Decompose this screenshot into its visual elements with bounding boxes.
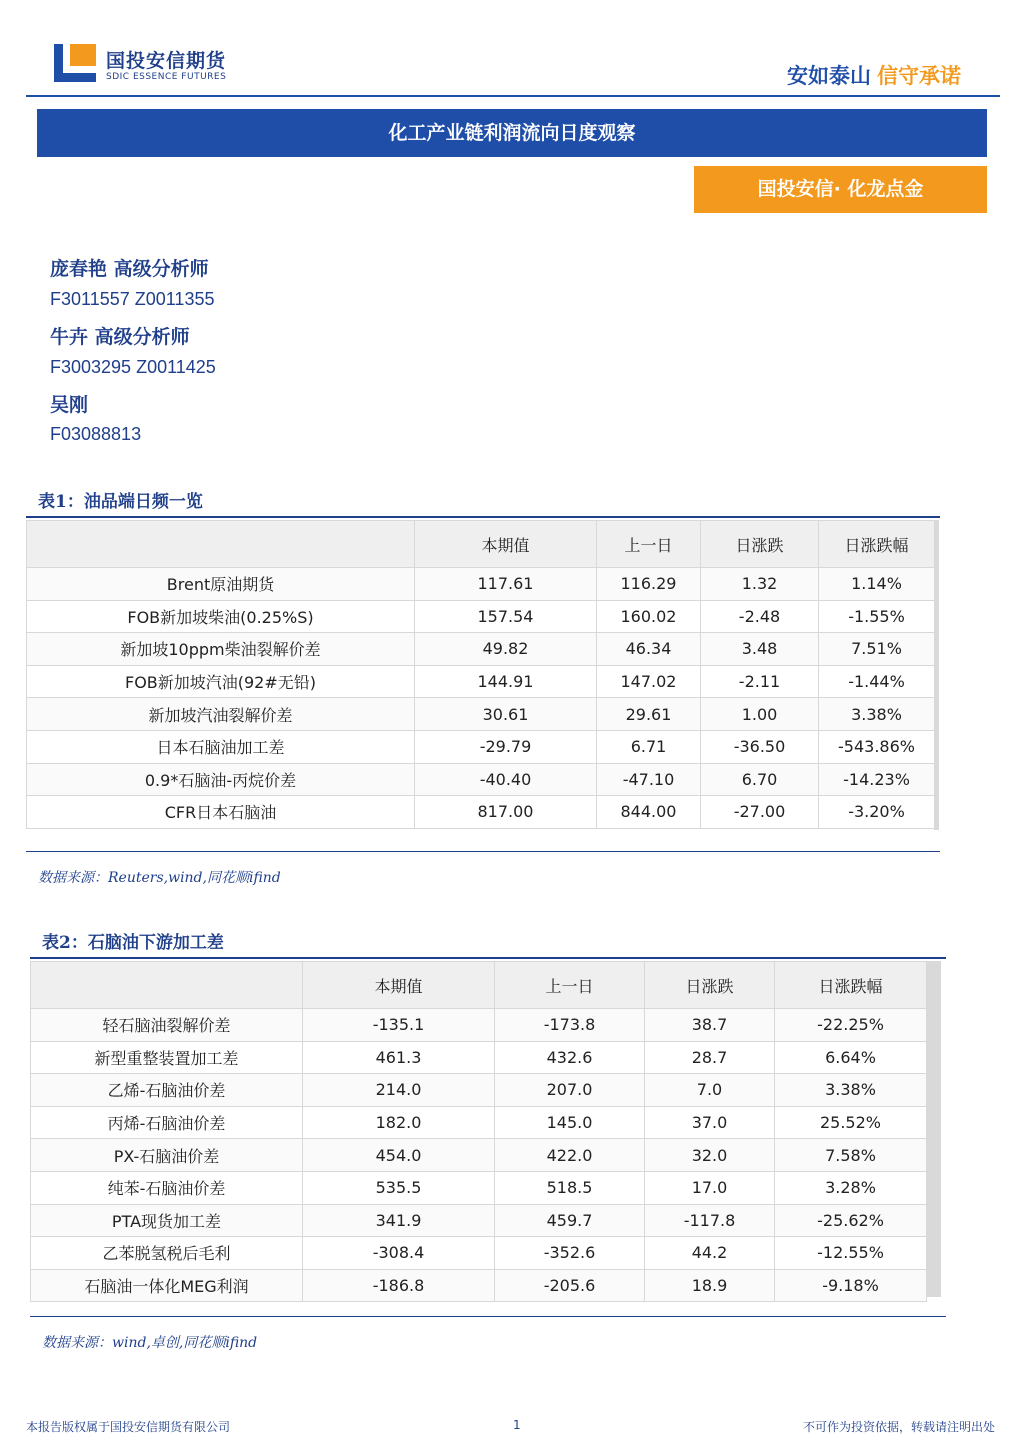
- table1-row-label: 日本石脑油加工差: [27, 730, 415, 763]
- table2-title: 表2：石脑油下游加工差: [42, 933, 224, 953]
- table1-row: [27, 698, 935, 731]
- table1-row: [27, 763, 935, 796]
- table1-row: [27, 600, 935, 633]
- footer-copyright: 本报告版权属于国投安信期货有限公司: [26, 1420, 231, 1434]
- table2-daily-change-pct: 7.58%: [775, 1139, 927, 1172]
- table1-current-value: 30.61: [415, 698, 597, 731]
- table2-daily-change-pct: -9.18%: [775, 1269, 927, 1302]
- table2-row: [31, 1269, 927, 1302]
- table1-current-value: -29.79: [415, 730, 597, 763]
- table1-previous-value: 6.71: [597, 730, 701, 763]
- table2-daily-change: 44.2: [645, 1237, 775, 1270]
- table1-previous-value: 46.34: [597, 633, 701, 666]
- table2-row-label: 新型重整装置加工差: [31, 1041, 303, 1074]
- table1-daily-change-pct: -1.44%: [819, 665, 935, 698]
- analyst-id-1: F3011557 Z0011355: [50, 289, 215, 309]
- table1-daily-change: -27.00: [701, 796, 819, 829]
- table2-row-label: 乙烯-石脑油价差: [31, 1074, 303, 1107]
- table2-previous-value: 518.5: [495, 1171, 645, 1204]
- table2-row: [31, 1009, 927, 1042]
- table1-previous-value: 147.02: [597, 665, 701, 698]
- table2-previous-value: -205.6: [495, 1269, 645, 1302]
- table2-previous-value: 145.0: [495, 1106, 645, 1139]
- table2-daily-change: 32.0: [645, 1139, 775, 1172]
- table2-row: [31, 1204, 927, 1237]
- analyst-id-3: F03088813: [50, 424, 142, 444]
- table2-row-label: 轻石脑油裂解价差: [31, 1009, 303, 1042]
- table2-previous-value: -173.8: [495, 1009, 645, 1042]
- table1-daily-change-pct: -1.55%: [819, 600, 935, 633]
- table2-source: 数据来源：wind,卓创,同花顺ifind: [42, 1335, 258, 1351]
- table2-current-value: 535.5: [303, 1171, 495, 1204]
- table2-current-value: -186.8: [303, 1269, 495, 1302]
- table2-current-value: 454.0: [303, 1139, 495, 1172]
- table1-current-value: -40.40: [415, 763, 597, 796]
- table2-daily-change: 38.7: [645, 1009, 775, 1042]
- table1-row-label: 新加坡汽油裂解价差: [27, 698, 415, 731]
- table1-current-value: 817.00: [415, 796, 597, 829]
- table2-row: [31, 1237, 927, 1270]
- table1-previous-value: -47.10: [597, 763, 701, 796]
- table1-row: [27, 796, 935, 829]
- table1-daily-change: -36.50: [701, 730, 819, 763]
- table2-col-change-pct: 日涨跌幅: [775, 962, 927, 1009]
- report-subtitle: 国投安信· 化龙点金: [694, 166, 987, 213]
- footer-page-number: 1: [513, 1418, 521, 1432]
- table2-header-row: [31, 962, 927, 1009]
- table2-row: [31, 1171, 927, 1204]
- table2-row: [31, 1106, 927, 1139]
- slogan: [787, 60, 961, 90]
- table1-daily-change: 3.48: [701, 633, 819, 666]
- table1: [26, 520, 935, 829]
- table2-current-value: 461.3: [303, 1041, 495, 1074]
- table1-current-value: 144.91: [415, 665, 597, 698]
- table2-current-value: -308.4: [303, 1237, 495, 1270]
- table2-current-value: 341.9: [303, 1204, 495, 1237]
- table1-daily-change-pct: 3.38%: [819, 698, 935, 731]
- table2-row-label: 丙烯-石脑油价差: [31, 1106, 303, 1139]
- table1-source: 数据来源：Reuters,wind,同花顺ifind: [38, 870, 281, 886]
- table2-bottom-rule: [30, 1316, 946, 1317]
- table1-header-row: [27, 521, 935, 568]
- table1-daily-change-pct: -3.20%: [819, 796, 935, 829]
- table2-daily-change: 7.0: [645, 1074, 775, 1107]
- table2-previous-value: 432.6: [495, 1041, 645, 1074]
- table2-daily-change-pct: -25.62%: [775, 1204, 927, 1237]
- table1-daily-change: 1.00: [701, 698, 819, 731]
- analyst-id-2: F3003295 Z0011425: [50, 357, 216, 377]
- table1-daily-change-pct: -543.86%: [819, 730, 935, 763]
- table1-row: [27, 730, 935, 763]
- table2-top-rule: [30, 957, 946, 959]
- analyst-name-3: 吴刚: [50, 394, 89, 416]
- table1-row-label: Brent原油期货: [27, 568, 415, 601]
- table1-daily-change-pct: 7.51%: [819, 633, 935, 666]
- table1-daily-change: -2.11: [701, 665, 819, 698]
- analyst-name-1: 庞春艳 高级分析师: [50, 258, 209, 280]
- table1-row: [27, 568, 935, 601]
- table1-row-label: CFR日本石脑油: [27, 796, 415, 829]
- header-divider: [26, 95, 1000, 97]
- table1-row-label: FOB新加坡柴油(0.25%S): [27, 600, 415, 633]
- table2-daily-change: 17.0: [645, 1171, 775, 1204]
- table1-previous-value: 116.29: [597, 568, 701, 601]
- table2-daily-change-pct: 3.38%: [775, 1074, 927, 1107]
- table1-col-change-pct: 日涨跌幅: [819, 521, 935, 568]
- table1-previous-value: 844.00: [597, 796, 701, 829]
- table1-previous-value: 160.02: [597, 600, 701, 633]
- table2-row: [31, 1139, 927, 1172]
- table2-row-label: PTA现货加工差: [31, 1204, 303, 1237]
- table2-daily-change: 37.0: [645, 1106, 775, 1139]
- table1-daily-change-pct: 1.14%: [819, 568, 935, 601]
- table2-row-label: PX-石脑油价差: [31, 1139, 303, 1172]
- table2-daily-change: 18.9: [645, 1269, 775, 1302]
- table2-daily-change: -117.8: [645, 1204, 775, 1237]
- slogan-part1: 安如泰山: [787, 64, 871, 88]
- table2-daily-change-pct: 25.52%: [775, 1106, 927, 1139]
- table2-row-label: 石脑油一体化MEG利润: [31, 1269, 303, 1302]
- table2-row-label: 纯苯-石脑油价差: [31, 1171, 303, 1204]
- table2-current-value: 182.0: [303, 1106, 495, 1139]
- table2-row-label: 乙苯脱氢税后毛利: [31, 1237, 303, 1270]
- table1-bottom-rule: [26, 851, 940, 852]
- table2-previous-value: 422.0: [495, 1139, 645, 1172]
- table2-previous-value: 459.7: [495, 1204, 645, 1237]
- table2-daily-change-pct: -22.25%: [775, 1009, 927, 1042]
- table1-row: [27, 633, 935, 666]
- table1-row-label: 新加坡10ppm柴油裂解价差: [27, 633, 415, 666]
- table2-previous-value: -352.6: [495, 1237, 645, 1270]
- table1-col-previous: 上一日: [597, 521, 701, 568]
- table2-col-previous: 上一日: [495, 962, 645, 1009]
- table2-row: [31, 1074, 927, 1107]
- slogan-part2: 信守承诺: [877, 64, 961, 88]
- table1-col-change: 日涨跌: [701, 521, 819, 568]
- analyst-name-2: 牛卉 高级分析师: [50, 326, 190, 348]
- table1-row-label: 0.9*石脑油-丙烷价差: [27, 763, 415, 796]
- table2: [30, 961, 927, 1302]
- table1-current-value: 117.61: [415, 568, 597, 601]
- table1-current-value: 157.54: [415, 600, 597, 633]
- table1-title: 表1：油品端日频一览: [38, 492, 203, 512]
- table2-daily-change-pct: -12.55%: [775, 1237, 927, 1270]
- table2-daily-change-pct: 3.28%: [775, 1171, 927, 1204]
- table2-row: [31, 1041, 927, 1074]
- table1-daily-change: 6.70: [701, 763, 819, 796]
- table1-col-label: [27, 521, 415, 568]
- table1-current-value: 49.82: [415, 633, 597, 666]
- table2-col-label: [31, 962, 303, 1009]
- report-title: 化工产业链利润流向日度观察: [37, 109, 987, 157]
- table1-daily-change-pct: -14.23%: [819, 763, 935, 796]
- table2-col-current: 本期值: [303, 962, 495, 1009]
- table1-daily-change: 1.32: [701, 568, 819, 601]
- table1-daily-change: -2.48: [701, 600, 819, 633]
- table1-row: [27, 665, 935, 698]
- table1-row-label: FOB新加坡汽油(92#无铅): [27, 665, 415, 698]
- table2-daily-change: 28.7: [645, 1041, 775, 1074]
- table2-previous-value: 207.0: [495, 1074, 645, 1107]
- brand-name-en: SDIC ESSENCE FUTURES: [106, 72, 227, 82]
- table2-current-value: -135.1: [303, 1009, 495, 1042]
- table1-previous-value: 29.61: [597, 698, 701, 731]
- table1-top-rule: [26, 516, 940, 518]
- table2-col-change: 日涨跌: [645, 962, 775, 1009]
- company-logo-icon: [54, 44, 96, 82]
- footer-disclaimer: 不可作为投资依据，转载请注明出处: [802, 1420, 995, 1434]
- table1-col-current: 本期值: [415, 521, 597, 568]
- brand-name-cn: 国投安信期货: [106, 50, 227, 72]
- table2-current-value: 214.0: [303, 1074, 495, 1107]
- table2-daily-change-pct: 6.64%: [775, 1041, 927, 1074]
